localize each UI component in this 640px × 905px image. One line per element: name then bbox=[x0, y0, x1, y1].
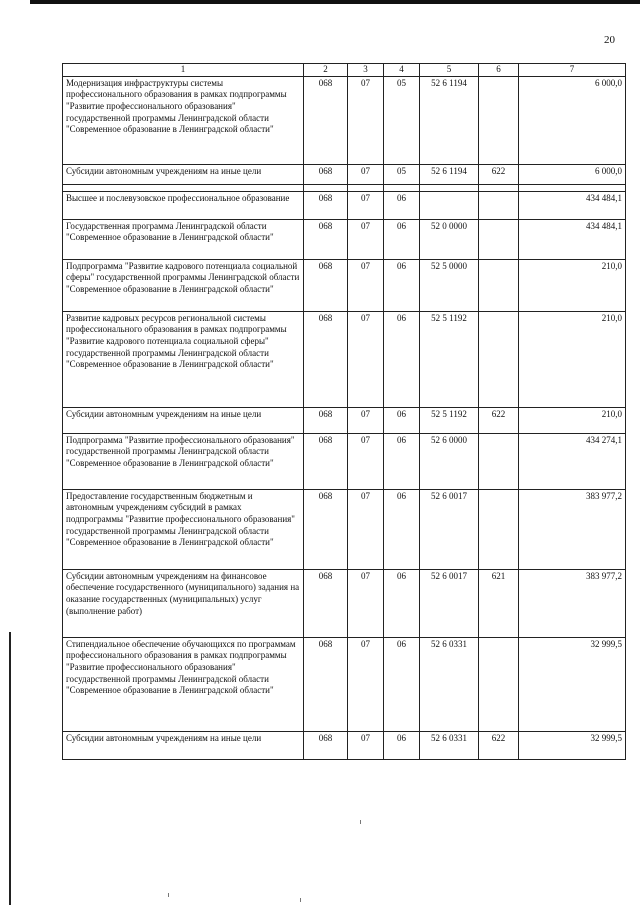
target-article-code: 52 6 0331 bbox=[420, 637, 479, 731]
table-row bbox=[63, 433, 626, 489]
col-header: 4 bbox=[384, 64, 420, 77]
subsection-code: 06 bbox=[384, 259, 420, 311]
target-article-code: 52 5 1192 bbox=[420, 311, 479, 407]
target-article-code: 52 6 1194 bbox=[420, 164, 479, 184]
subsection-code: 06 bbox=[384, 569, 420, 637]
grbs-code: 068 bbox=[304, 407, 348, 433]
table-row bbox=[63, 489, 626, 569]
grbs-code: 068 bbox=[304, 259, 348, 311]
section-code: 07 bbox=[348, 637, 384, 731]
table-row bbox=[63, 219, 626, 259]
table-row bbox=[63, 191, 626, 219]
expense-type-code bbox=[479, 259, 519, 311]
section-code: 07 bbox=[348, 259, 384, 311]
table-row bbox=[63, 164, 626, 184]
row-name: Высшее и послевузовское профессиональное образование bbox=[63, 191, 304, 219]
spacer-row bbox=[63, 184, 626, 191]
subsection-code: 06 bbox=[384, 489, 420, 569]
section-code: 07 bbox=[348, 569, 384, 637]
expense-type-code bbox=[479, 637, 519, 731]
row-name: Модернизация инфраструктуры системы профессионального образования в рамках подпрограммы "Развитие профессионального образования" государственной программы Ленинградской области "Современное образование в Ленинградской области" bbox=[63, 76, 304, 164]
header-row bbox=[63, 64, 626, 77]
grbs-code: 068 bbox=[304, 433, 348, 489]
subsection-code: 06 bbox=[384, 637, 420, 731]
row-name: Предоставление государственным бюджетным и автономным учреждениям субсидий в рамках подпрограммы "Развитие профессионального образования" государственной программы Ленинградской области "Современное образование в Ленинградской области" bbox=[63, 489, 304, 569]
section-code: 07 bbox=[348, 433, 384, 489]
col-header: 2 bbox=[304, 64, 348, 77]
target-article-code bbox=[420, 191, 479, 219]
table-row bbox=[63, 569, 626, 637]
expense-type-code bbox=[479, 433, 519, 489]
grbs-code: 068 bbox=[304, 191, 348, 219]
target-article-code: 52 5 1192 bbox=[420, 407, 479, 433]
expense-type-code bbox=[479, 489, 519, 569]
amount: 6 000,0 bbox=[519, 164, 626, 184]
section-code: 07 bbox=[348, 76, 384, 164]
target-article-code: 52 6 0000 bbox=[420, 433, 479, 489]
amount: 32 999,5 bbox=[519, 731, 626, 759]
expense-type-code: 622 bbox=[479, 164, 519, 184]
row-name: Субсидии автономным учреждениям на финансовое обеспечение государственного (муниципального) задания на оказание государственных (муниципальных) услуг (выполнение работ) bbox=[63, 569, 304, 637]
amount: 6 000,0 bbox=[519, 76, 626, 164]
amount: 32 999,5 bbox=[519, 637, 626, 731]
subsection-code: 06 bbox=[384, 433, 420, 489]
target-article-code: 52 6 0331 bbox=[420, 731, 479, 759]
expense-type-code: 622 bbox=[479, 731, 519, 759]
scan-speck bbox=[168, 893, 169, 897]
col-header: 6 bbox=[479, 64, 519, 77]
col-header: 5 bbox=[420, 64, 479, 77]
row-name: Подпрограмма "Развитие кадрового потенциала социальной сферы" государственной программы Ленинградской области "Современное образование в Ленинградской области" bbox=[63, 259, 304, 311]
expense-type-code bbox=[479, 219, 519, 259]
expense-type-code bbox=[479, 76, 519, 164]
section-code: 07 bbox=[348, 407, 384, 433]
row-name: Субсидии автономным учреждениям на иные цели bbox=[63, 731, 304, 759]
row-name: Субсидии автономным учреждениям на иные цели bbox=[63, 164, 304, 184]
subsection-code: 06 bbox=[384, 731, 420, 759]
target-article-code: 52 0 0000 bbox=[420, 219, 479, 259]
amount: 434 484,1 bbox=[519, 191, 626, 219]
section-code: 07 bbox=[348, 219, 384, 259]
col-header: 3 bbox=[348, 64, 384, 77]
amount: 383 977,2 bbox=[519, 489, 626, 569]
subsection-code: 06 bbox=[384, 219, 420, 259]
expense-type-code bbox=[479, 311, 519, 407]
scan-edge-mark bbox=[9, 632, 11, 905]
col-header: 1 bbox=[63, 64, 304, 77]
budget-table bbox=[62, 63, 626, 760]
target-article-code: 52 5 0000 bbox=[420, 259, 479, 311]
table-row bbox=[63, 731, 626, 759]
table-row bbox=[63, 76, 626, 164]
section-code: 07 bbox=[348, 489, 384, 569]
amount: 434 274,1 bbox=[519, 433, 626, 489]
row-name: Стипендиальное обеспечение обучающихся по программам профессионального образования в рамках подпрограммы "Развитие профессионального образования" государственной программы Ленинградской области "Современное образование в Ленинградской области" bbox=[63, 637, 304, 731]
expense-type-code: 622 bbox=[479, 407, 519, 433]
subsection-code: 05 bbox=[384, 76, 420, 164]
amount: 434 484,1 bbox=[519, 219, 626, 259]
table-row bbox=[63, 637, 626, 731]
subsection-code: 06 bbox=[384, 191, 420, 219]
expense-type-code: 621 bbox=[479, 569, 519, 637]
section-code: 07 bbox=[348, 731, 384, 759]
section-code: 07 bbox=[348, 311, 384, 407]
row-name: Субсидии автономным учреждениям на иные цели bbox=[63, 407, 304, 433]
target-article-code: 52 6 0017 bbox=[420, 569, 479, 637]
subsection-code: 06 bbox=[384, 407, 420, 433]
subsection-code: 06 bbox=[384, 311, 420, 407]
grbs-code: 068 bbox=[304, 489, 348, 569]
page-number: 20 bbox=[604, 34, 615, 46]
row-name: Государственная программа Ленинградской области "Современное образование в Ленинградской области" bbox=[63, 219, 304, 259]
amount: 210,0 bbox=[519, 311, 626, 407]
grbs-code: 068 bbox=[304, 731, 348, 759]
amount: 210,0 bbox=[519, 407, 626, 433]
col-header: 7 bbox=[519, 64, 626, 77]
table-row bbox=[63, 259, 626, 311]
grbs-code: 068 bbox=[304, 311, 348, 407]
grbs-code: 068 bbox=[304, 637, 348, 731]
grbs-code: 068 bbox=[304, 76, 348, 164]
table-row bbox=[63, 311, 626, 407]
subsection-code: 05 bbox=[384, 164, 420, 184]
amount: 383 977,2 bbox=[519, 569, 626, 637]
amount: 210,0 bbox=[519, 259, 626, 311]
scan-speck bbox=[360, 820, 361, 824]
section-code: 07 bbox=[348, 191, 384, 219]
target-article-code: 52 6 0017 bbox=[420, 489, 479, 569]
row-name: Подпрограмма "Развитие профессионального образования" государственной программы Ленинградской области "Современное образование в Ленинградской области" bbox=[63, 433, 304, 489]
grbs-code: 068 bbox=[304, 219, 348, 259]
expense-type-code bbox=[479, 191, 519, 219]
top-edge-rule bbox=[30, 0, 640, 4]
scan-speck bbox=[300, 898, 301, 902]
row-name: Развитие кадровых ресурсов региональной системы профессионального образования в рамках подпрограммы "Развитие кадрового потенциала социальной сферы" государственной программы Ленинградской области "Современное образование в Ленинградской области" bbox=[63, 311, 304, 407]
grbs-code: 068 bbox=[304, 164, 348, 184]
target-article-code: 52 6 1194 bbox=[420, 76, 479, 164]
section-code: 07 bbox=[348, 164, 384, 184]
grbs-code: 068 bbox=[304, 569, 348, 637]
table-row bbox=[63, 407, 626, 433]
